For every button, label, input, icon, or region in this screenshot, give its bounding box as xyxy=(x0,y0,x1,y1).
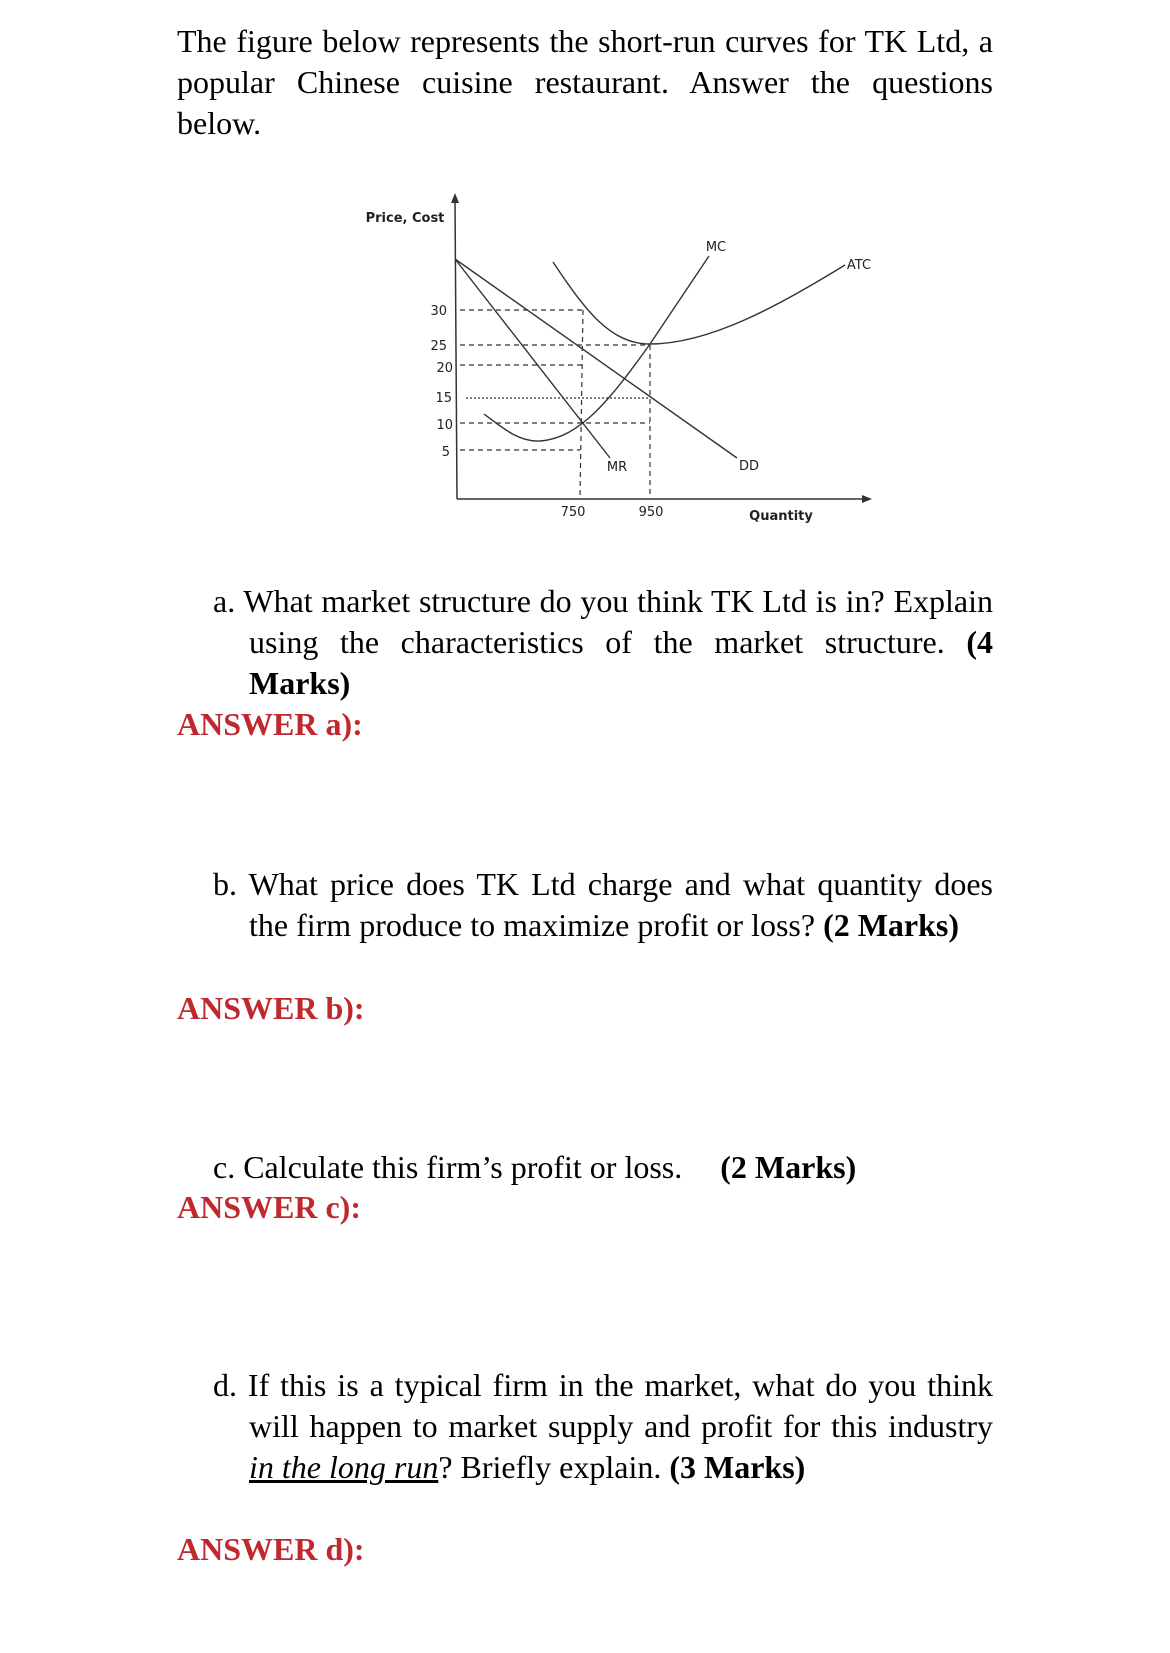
mr-label: MR xyxy=(606,460,628,475)
x-axis-arrow xyxy=(862,495,872,503)
y-tick: 25 xyxy=(430,339,447,354)
question-a xyxy=(177,581,993,704)
question-marks: (3 Marks) xyxy=(669,1449,806,1485)
question-text: If this is a typical firm in the market, what do you think will happen to market supply and profit for this industry xyxy=(247,1367,994,1444)
question-prefix: a. xyxy=(213,583,236,619)
atc-label: ATC xyxy=(846,258,872,273)
question-emphasis: in the long run xyxy=(249,1449,439,1485)
y-tick: 5 xyxy=(441,445,450,460)
cost-curves-figure xyxy=(0,0,1170,560)
dd-label: DD xyxy=(738,459,760,474)
y-axis xyxy=(455,200,457,499)
question-marks: (4 Marks) xyxy=(249,624,994,701)
question-text: What price does TK Ltd charge and what quantity does the firm produce to maximize profit or loss? xyxy=(248,866,994,943)
y-axis-label: Price, Cost xyxy=(365,211,445,226)
question-c xyxy=(177,1147,993,1188)
x-axis-label: Quantity xyxy=(749,509,813,524)
y-tick: 15 xyxy=(435,391,452,406)
atc-curve xyxy=(553,262,845,344)
answer-d-label: ANSWER d): xyxy=(177,1531,365,1567)
intro-paragraph: The figure below represents the short-run curves for TK Ltd, a popular Chinese cuisine restaurant. Answer the questions below. xyxy=(177,23,993,141)
mc-label: MC xyxy=(705,240,727,255)
y-tick: 30 xyxy=(430,304,447,319)
question-prefix: b. xyxy=(213,866,237,902)
question-text: Calculate this firm’s profit or loss. xyxy=(243,1149,683,1185)
y-axis-arrow xyxy=(451,193,459,203)
question-marks: (2 Marks) xyxy=(720,1149,857,1185)
demand-curve xyxy=(455,259,737,458)
question-prefix: c. xyxy=(213,1149,236,1185)
answer-a-label: ANSWER a): xyxy=(177,706,363,742)
question-prefix: d. xyxy=(213,1367,237,1403)
question-text: What market structure do you think TK Ltd is in? Explain using the characteristics of the market structure. xyxy=(243,583,994,660)
question-text-end: ? Briefly explain. xyxy=(438,1449,662,1485)
question-b xyxy=(177,864,993,946)
question-marks: (2 Marks) xyxy=(823,907,960,943)
question-d xyxy=(177,1365,993,1488)
x-tick: 750 xyxy=(560,505,586,520)
y-tick: 10 xyxy=(436,418,453,433)
mc-curve xyxy=(484,256,709,441)
answer-c-label: ANSWER c): xyxy=(177,1189,361,1225)
x-tick: 950 xyxy=(638,505,664,520)
answer-b-label: ANSWER b): xyxy=(177,990,365,1026)
mr-curve xyxy=(455,259,610,458)
y-tick: 20 xyxy=(436,361,453,376)
